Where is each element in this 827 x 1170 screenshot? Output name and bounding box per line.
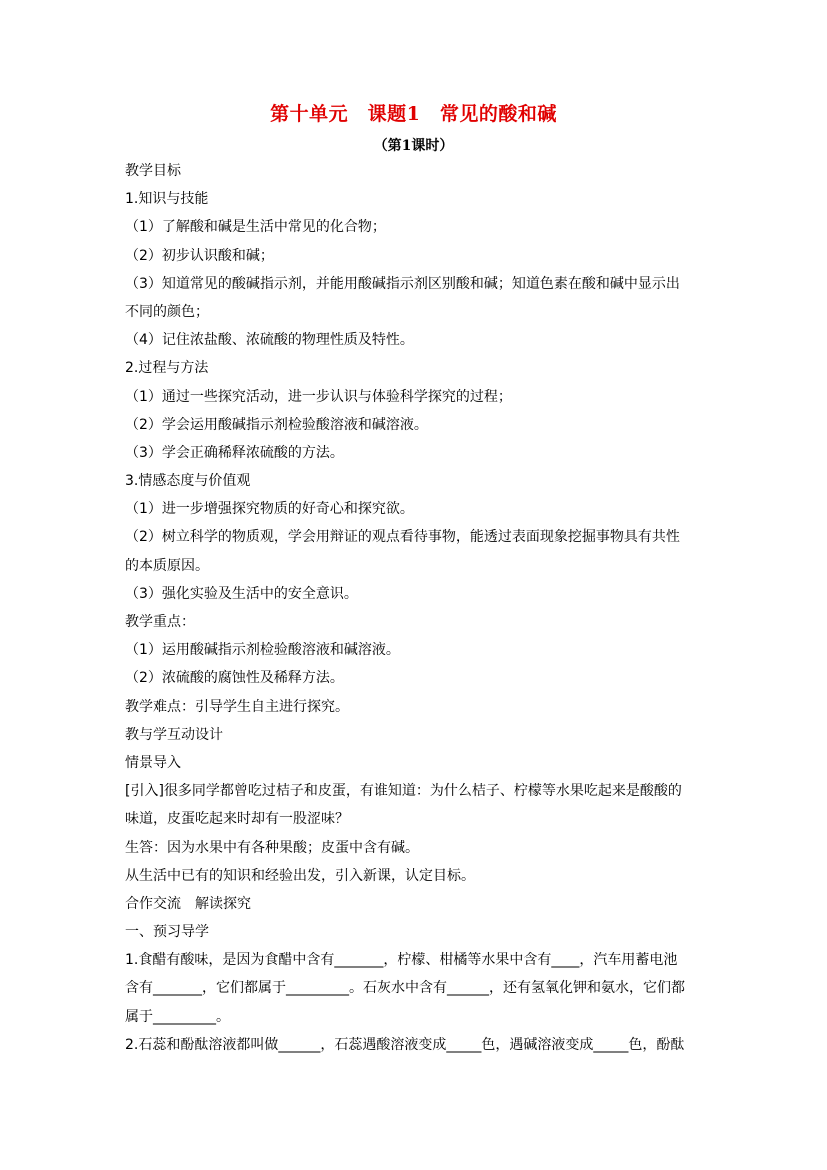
text-line: 合作交流 解读探究 <box>125 895 251 912</box>
text-line: （3）学会正确稀释浓硫酸的方法。 <box>125 444 344 461</box>
text-line: 不同的颜色； <box>125 303 209 320</box>
text-line: （1）进一步增强探究物质的好奇心和探究欲。 <box>125 501 414 518</box>
text-line: 2.石蕊和酚酞溶液都叫做______，石蕊遇酸溶液变成_____色，遇碱溶液变成_____色，酚酞 <box>125 1036 685 1053</box>
text-line: 属于_________。 <box>125 1008 230 1025</box>
text-line: 教学目标 <box>125 163 181 179</box>
text-line: 教学重点： <box>125 614 195 630</box>
text-line: （3）强化实验及生活中的安全意识。 <box>125 585 358 602</box>
text-line: 教与学互动设计 <box>125 726 223 743</box>
text-line: （2）浓硫酸的腐蚀性及稀释方法。 <box>125 670 344 687</box>
text-line: 情景导入 <box>125 754 181 771</box>
text-line: 含有_______，它们都属于_________。石灰水中含有______，还有氢氧化钾和氨水，它们都 <box>125 980 685 997</box>
text-line: （2）初步认识酸和碱； <box>125 247 274 264</box>
text-line: 1.知识与技能 <box>125 191 209 208</box>
text-line: （1）通过一些探究活动，进一步认识与体验科学探究的过程； <box>125 388 512 405</box>
text-line: （3）知道常见的酸碱指示剂，并能用酸碱指示剂区别酸和碱；知道色素在酸和碱中显示出 <box>125 275 680 292</box>
document-body <box>125 157 710 1059</box>
text-line: 3.情感态度与价值观 <box>125 473 251 490</box>
text-line: [引入]很多同学都曾吃过桔子和皮蛋，有谁知道：为什么桔子、柠檬等水果吃起来是酸酸的 <box>125 783 682 800</box>
text-line: （2）学会运用酸碱指示剂检验酸溶液和碱溶液。 <box>125 416 428 433</box>
text-line: （1）了解酸和碱是生活中常见的化合物； <box>125 219 386 236</box>
document-title: 第十单元 课题1 常见的酸和碱 <box>270 103 557 125</box>
text-line: 一、预习导学 <box>125 924 209 941</box>
text-line: 2.过程与方法 <box>125 360 209 377</box>
text-line: 味道，皮蛋吃起来时却有一股涩味？ <box>125 811 349 828</box>
text-line: 生答：因为水果中有各种果酸；皮蛋中含有碱。 <box>125 839 419 856</box>
text-line: 教学难点：引导学生自主进行探究。 <box>125 698 349 715</box>
text-line: 从生活中已有的知识和经验出发，引入新课，认定目标。 <box>125 867 475 884</box>
document-subtitle: （第1课时） <box>373 138 454 154</box>
text-line: （1）运用酸碱指示剂检验酸溶液和碱溶液。 <box>125 642 400 659</box>
text-line: （4）记住浓盐酸、浓硫酸的物理性质及特性。 <box>125 332 414 349</box>
text-line: 1.食醋有酸味，是因为食醋中含有_______，柠檬、柑橘等水果中含有____，汽车用蓄电池 <box>125 952 678 969</box>
text-line: （2）树立科学的物质观，学会用辩证的观点看待事物，能透过表面现象挖掘事物具有共性 <box>125 529 680 546</box>
text-line: 的本质原因。 <box>125 557 209 574</box>
